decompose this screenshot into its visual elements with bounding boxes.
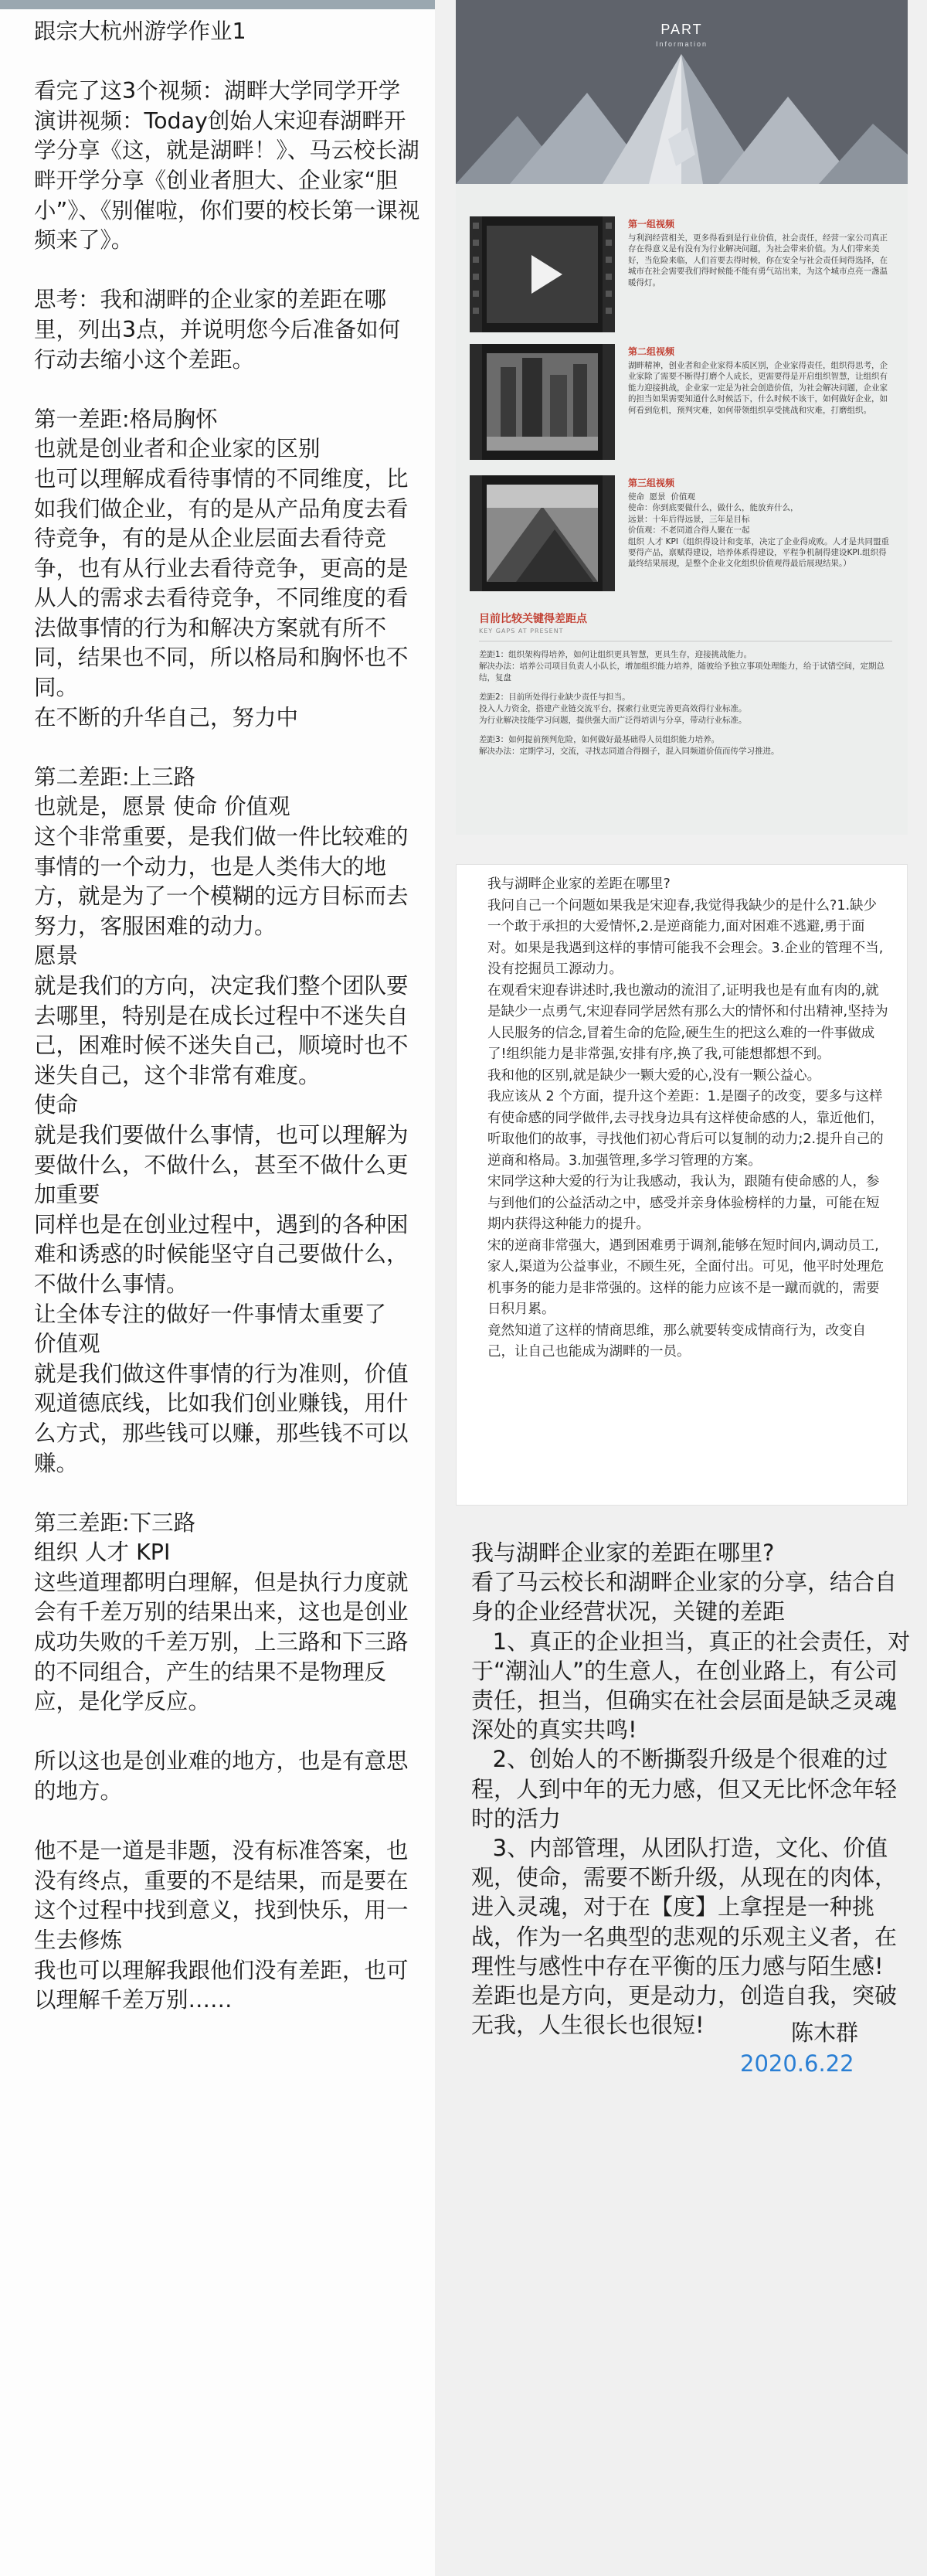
video-description: 与利润经营相关，更多得看到是行业价值，社会责任，经营一家公司真正存在得意义是有没有为行业解决问题，为社会带来价值。为人们带来美好，当危险来临，人们首要去得时候，你在安全与社会责任间得选择，在城市在社会需要我们得时候能不能有勇气站出来，为这个城市点亮一盏温暖得灯。 xyxy=(628,233,888,288)
video-description: 使命 愿景 价值观 使命：你到底要做什么，做什么，能放弃什么， 远景：十年后得远景，三年是目标 价值观：不老同道合得人聚在一起 组织 人才 KPI（组织得设计和变革，决定了企业得成败。人才是共同盟重要得产品，禀赋得建设，培养体系得建设，平程争机制得建设KPI.组织得最终结果展现，是整个企业文化组织价值观得最后展现结果。） xyxy=(628,492,889,569)
video-text-3 xyxy=(628,477,895,570)
video-item-2[interactable] xyxy=(470,344,898,466)
video-description: 湖畔精神，创业者和企业家得本质区别，企业家得责任，组织得思考，企业家除了需要不断得打磨个人成长，更需要得是开启组织智慧，让组织有能力迎接挑战，企业家一定是为社会创造价值，为社会解决问题，企业家的担当如果需要知道什么时候活下，什么时候不该干，如何做好企业，如何看到危机，预判灾难，如何带领组织享受挑战和灾难，打磨组织。 xyxy=(628,361,888,415)
video-thumbnail-2[interactable] xyxy=(470,344,615,460)
key-gaps-section xyxy=(479,611,892,765)
left-post-panel xyxy=(0,0,436,2576)
video-title: 第三组视频 xyxy=(628,478,675,488)
middle-post-panel xyxy=(456,864,908,1506)
video-text-1 xyxy=(628,218,895,288)
slide-header xyxy=(456,0,908,184)
video-text-2 xyxy=(628,345,895,416)
post-date: 2020.6.22 xyxy=(740,2050,854,2077)
video-title: 第二组视频 xyxy=(628,346,675,357)
bottom-post-text: 我与湖畔企业家的差距在哪里? 看了马云校长和湖畔企业家的分享，结合自身的企业经营状况，关键的差距 1、真正的企业担当，真正的社会责任，对于“潮汕人”的生意人，在创业路上，有公司责任，担当，但确实在社会层面是缺乏灵魂深处的真实共鸣! 2、创始人的不断撕裂升级是个很难的过程，人到中年的无力感，但又无比怀念年轻时的活力 3、内部管理，从团队打造，文化、价值观，使命，需要不断升级，从现在的肉体，进入灵魂，对于在【度】上拿捏是一种挑战，作为一名典型的悲观的乐观主义者，在理性与感性中存在平衡的压力感与陌生感! 差距也是方向，更是动力，创造自我，突破无我，人生很长也很短! xyxy=(471,1540,911,2039)
middle-post-text: 我与湖畔企业家的差距在哪里? 我问自己一个问题如果我是宋迎春,我觉得我缺少的是什么?1.缺少一个敢于承担的大爱情怀,2.是逆商能力,面对困难不逃避,勇于面对。如果是我遇到这样的事情可能我不会理会。3.企业的管理不当,没有挖掘员工源动力。 在观看宋迎春讲述时,我也激动的流泪了,证明我也是有血有肉的,就是缺少一点勇气,宋迎春同学居然有那么大的情怀和付出精神,坚持为人民服务的信念,冒着生命的危险,硬生生的把这么难的一件事做成了!组织能力是非常强,安排有序,换了我,可能想都想不到。 我和他的区别,就是缺少一颗大爱的心,没有一颗公益心。 我应该从 2 个方面，提升这个差距：1.是圈子的改变，要多与这样有使命感的同学做伴,去寻找身边具有这样使命感的人，靠近他们，听取他们的故事，寻找他们初心背后可以复制的动力;2.提升自己的逆商和格局。3.加强管理,多学习管理的方案。 宋同学这种大爱的行为让我感动，我认为，跟随有使命感的人，参与到他们的公益活动之中，感受并亲身体验榜样的力量，可能在短期内获得这种能力的提升。 宋的逆商非常强大，遇到困难勇于调剂,能够在短时间内,调动员工,家人,渠道为公益事业，不顾生死，全面付出。可见，他平时处理危机事务的能力是非常强的。这样的能力应该不是一蹴而就的，需要日积月累。 竟然知道了这样的情商思维，那么就要转变成情商行为，改变自己，让自己也能成为湖畔的一员。 xyxy=(487,876,888,1359)
video-thumbnail-3[interactable] xyxy=(470,475,615,591)
left-post-text: 跟宗大杭州游学作业1 看完了这3个视频：湖畔大学同学开学演讲视频：Today创始人宋迎春湖畔开学分享《这，就是湖畔！》、马云校长湖畔开学分享《创业者胆大、企业家“胆小”》、《别催啦，你们要的校长第一课视频来了》。 思考：我和湖畔的企业家的差距在哪里，列出3点，并说明您今后准备如何行动去缩小这个差距。 第一差距:格局胸怀 也就是创业者和企业家的区别 也可以理解成看待事情的不同维度，比如我们做企业，有的是从产品角度去看待竞争，有的是从企业层面去看待竞争，也有从行业去看待竞争，更高的是从人的需求去看待竞争，不同维度的看法做事情的行为和解决方案就有所不同，结果也不同，所以格局和胸怀也不同。 在不断的升华自己，努力中 第二差距:上三路 也就是，愿景 使命 价值观 这个非常重要，是我们做一件比较难的事情的一个动力，也是人类伟大的地方，就是为了一个模糊的远方目标而去努力，客服困难的动力。 愿景 就是我们的方向，决定我们整个团队要去哪里，特别是在成长过程中不迷失自己，困难时候不迷失自己，顺境时也不迷失自己，这个非常有难度。 使命 就是我们要做什么事情，也可以理解为要做什么，不做什么，甚至不做什么更加重要 同样也是在创业过程中，遇到的各种困难和诱惑的时候能坚守自己要做什么，不做什么事情。 让全体专注的做好一件事情太重要了 价值观 就是我们做这件事情的行为准则，价值观道德底线，比如我们创业赚钱，用什么方式，那些钱可以赚，那些钱不可以赚。 第三差距:下三路 组织 人才 KPI 这些道理都明白理解，但是执行力度就会有千差万别的结果出来，这也是创业成功失败的千差万别，上三路和下三路的不同组合，产生的结果不是物理反应，是化学反应。 所以这也是创业难的地方，也是有意思的地方。 他不是一道是非题，没有标准答案，也没有终点，重要的不是结果，而是要在这个过程中找到意义，找到快乐，用一生去修炼 我也可以理解我跟他们没有差距，也可以理解千差万别…… xyxy=(34,19,420,2013)
gap-item-1: 差距1：组织架构得培养，如何让组织更具智慧，更具生存，迎接挑战能力。 解决办法：培养公司项目负责人小队长，增加组织能力培养，随彼给予独立事项处理能力，给于试错空间，定期总结，复盘 xyxy=(479,650,885,682)
gap-title: 目前比较关键得差距点 xyxy=(479,613,587,625)
part-title: PART xyxy=(660,22,703,37)
signature: 陈木群 xyxy=(791,2020,859,2046)
video-item-1[interactable] xyxy=(470,216,898,339)
left-top-bar xyxy=(0,0,435,9)
video-item-3[interactable] xyxy=(470,475,898,597)
part-subtitle: Information xyxy=(655,40,708,48)
video-title: 第一组视频 xyxy=(628,219,675,230)
gap-item-2: 差距2：目前所处得行业缺少责任与担当。 投入人力资金，搭建产业链交流平台，探索行业更完善更高效得行业标准。 为行业解决技能学习问题，提供强大而广泛得培训与分享，带动行业标准。 xyxy=(479,692,747,725)
gap-subtitle: KEY GAPS AT PRESENT xyxy=(479,628,564,635)
video-thumbnail-1[interactable] xyxy=(470,216,615,332)
gap-item-3: 差距3：如何提前预判危险，如何做好最基础得人员组织能力培养。 解决办法：定期学习，交流，寻找志同道合得圈子，混入同频道价值而传学习推进。 xyxy=(479,735,779,756)
presentation-slide xyxy=(456,0,908,835)
